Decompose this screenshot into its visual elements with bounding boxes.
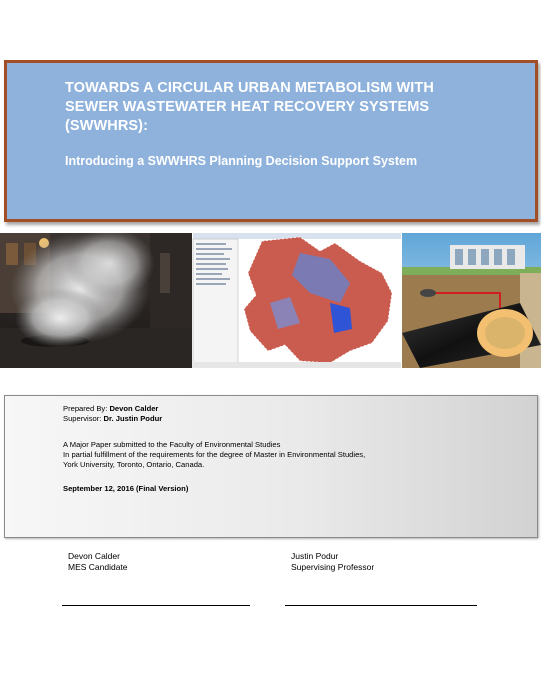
signature-right-name: Justin Podur xyxy=(291,551,339,561)
supervisor xyxy=(63,414,537,424)
supervisor-label: Supervisor: xyxy=(63,414,104,423)
signature-line-right xyxy=(285,605,477,606)
title-line: SEWER WASTEWATER HEAT RECOVERY SYSTEMS xyxy=(65,99,430,115)
subtitle: Introducing a SWWHRS Planning Decision Support System xyxy=(65,154,418,168)
photo-strip xyxy=(0,233,541,368)
signature-right-role: Supervising Professor xyxy=(291,562,375,572)
signature-left-role: MES Candidate xyxy=(68,562,128,572)
title-box xyxy=(4,60,538,222)
supervisor-name: Dr. Justin Podur xyxy=(103,414,163,423)
description-line: York University, Toronto, Ontario, Canada. xyxy=(63,460,205,469)
info-box xyxy=(4,395,538,538)
description-line: A Major Paper submitted to the Faculty of Environmental Studies xyxy=(63,440,281,449)
title-line: (SWWHRS): xyxy=(65,118,149,134)
signature-line-left xyxy=(62,605,250,606)
signature-right xyxy=(291,551,374,573)
signature-left-name: Devon Calder xyxy=(68,551,120,561)
heat-recovery-illustration xyxy=(402,233,541,368)
submission-date: September 12, 2016 (Final Version) xyxy=(63,484,189,493)
prepared-by xyxy=(63,404,537,414)
prepared-by-label: Prepared By: xyxy=(63,404,110,413)
signature-left xyxy=(68,551,128,573)
description-line: In partial fulfillment of the requirements for the degree of Master in Environmental Studies, xyxy=(63,450,366,459)
author-name: Devon Calder xyxy=(109,404,159,413)
title-line: TOWARDS A CIRCULAR URBAN METABOLISM WITH xyxy=(65,80,434,96)
gis-map-screenshot xyxy=(193,233,401,368)
steam-street-photo xyxy=(0,233,192,368)
main-title xyxy=(65,79,515,136)
